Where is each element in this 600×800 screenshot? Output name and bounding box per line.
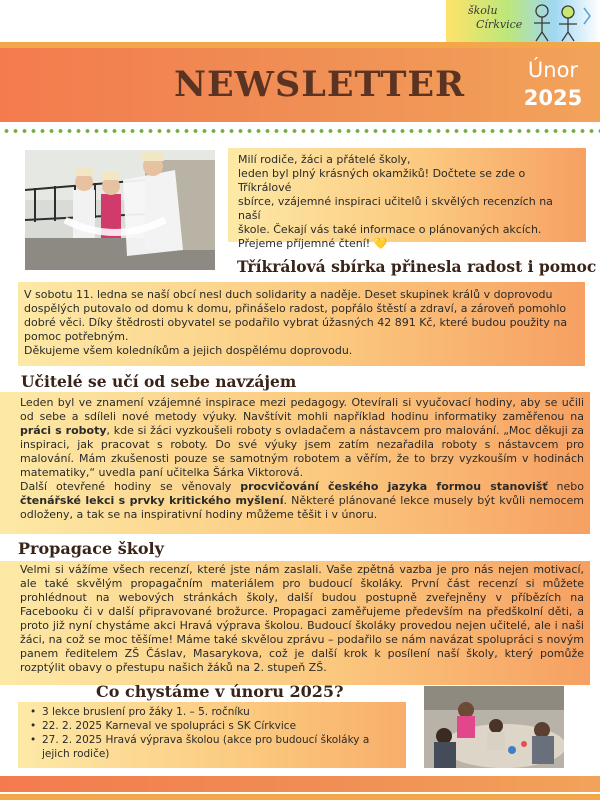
school-logo <box>446 0 600 42</box>
list-item: • 27. 2. 2025 Hravá výprava školou (akce pro budoucí školáky a jejich rodiče) <box>28 733 398 761</box>
section-box-propagace <box>0 561 590 685</box>
ucitele-paragraph-2 <box>20 480 584 522</box>
ucitele-paragraph-1 <box>20 396 584 480</box>
section-heading-unor: Co chystáme v únoru 2025? <box>96 682 344 701</box>
section-line: pomoc potřebným. <box>24 330 129 343</box>
logo-line-1: školu <box>468 4 498 17</box>
intro-line-4: škole. Čekají vás také informace o plánovaných akcích. <box>238 223 542 236</box>
section-line: dospělých putovalo od domu k domu, přinášelo radost, popřálo štěstí a zdraví, a zároveň pomohlo <box>24 302 567 315</box>
plans-list <box>28 705 398 761</box>
classroom-image <box>424 686 564 768</box>
text-run: , kde si žáci vyzkoušeli roboty s ovladačem a nástavcem pro malování. „Moc děkuji za inspiraci, jak pracovat s roboty. Do své výuky jsem zatím nezařadila roboty s nástavcem pro malování. Mám zkušenosti pouze se samotným robotem a věřím, že to brzy vyzkouším v hodinách matematiky,“ uvedla paní učitelka Šárka Viktorová. <box>20 424 585 479</box>
intro-line-5: Přejeme příjemné čtení! 💛 <box>238 237 388 250</box>
list-item: • 22. 2. 2025 Karneval ve spolupráci s SK Církvice <box>28 719 398 733</box>
section-box-unor <box>18 702 406 768</box>
list-item: • 3 lekce bruslení pro žáky 1. – 5. ročníku <box>28 705 398 719</box>
footer-line <box>0 794 600 800</box>
kids-drawing-icon <box>528 2 598 42</box>
three-kings-image <box>25 150 215 270</box>
section-heading-tri-kralova: Tříkrálová sbírka přinesla radost i pomoc <box>237 257 597 276</box>
logo-text <box>468 4 522 32</box>
text-run: . Některé plánované lekce musely být kvůli nemocem odloženy, a tak se na inspirativní hodiny můžeme těšit i v únoru. <box>20 494 585 521</box>
section-line: dobré věci. Díky štědrosti obyvatel se podařilo vybrat úžasných 42 891 Kč, které budou použity na <box>24 316 568 329</box>
intro-line-2: leden byl plný krásných okamžiků! Dočtete se zde o Tříkrálové <box>238 167 526 194</box>
text-run: Leden byl ve znamení vzájemné inspirace mezi pedagogy. Otevírali si vyučovací hodiny, aby se učili od sebe a sdíleli nové metody výuky. Navštívit mohli například hodinu informatiky zaměřenou na <box>20 396 584 423</box>
intro-box <box>228 148 586 250</box>
text-run: nebo <box>547 480 584 493</box>
dotted-divider <box>0 128 600 134</box>
section-heading-ucitele: Učitelé se učí od sebe navzájem <box>21 372 297 391</box>
logo-line-2: Církvice <box>476 18 523 31</box>
section-line: Děkujeme všem koledníkům a jejich dospělému doprovodu. <box>24 344 353 357</box>
propagace-paragraph: Velmi si vážíme všech recenzí, které jste nám zaslali. Vaše zpětná vazba je pro nás nejen motivací, ale také skvělým propagačním materiálem pro budoucí školáky. První část recenzí si můžete prohlédnout na webových stránkách školy, další budou postupně zveřejněny v příbězích na Facebooku či v další připravované brožurce. Propagaci zaměřujeme především na předškolní děti, a proto již nyní chystáme akci Hravá výprava školou. Budoucí školáky provedou nejen učitelé, ale i naši žáci, na což se moc těšíme! Máme také skvělou zprávu – podařilo se nám navázat spolupráci s novým panem ředitelem ZŠ Čáslav, Masarykova, což je další krok k posílení naší školy, který pomůže rozptýlit obavy o přestupu našich žáků na 2. stupeň ZŠ. <box>20 563 584 674</box>
intro-line-3: sbírce, vzájemné inspiraci učitelů i skvělých recenzích na naší <box>238 195 553 222</box>
three-kings-photo <box>25 150 215 270</box>
section-box-tri-kralova <box>18 282 585 366</box>
intro-line-1: Milí rodiče, žáci a přátelé školy, <box>238 153 411 166</box>
issue-year: 2025 <box>523 86 583 110</box>
classroom-photo <box>424 686 564 768</box>
newsletter-title: NEWSLETTER <box>174 64 466 105</box>
text-run: Další otevřené hodiny se věnovaly <box>20 480 241 493</box>
section-line: V sobotu 11. ledna se naší obcí nesl duch solidarity a naděje. Deset skupinek králů v doprovodu <box>24 288 553 301</box>
bold-run: čtenářské lekci s prvky kritického myšlení <box>20 494 284 507</box>
bold-run: procvičování českého jazyka formou stanovišť <box>240 480 548 493</box>
section-box-ucitele <box>0 392 590 534</box>
section-heading-propagace: Propagace školy <box>18 539 164 558</box>
footer-band <box>0 776 600 792</box>
bold-run: práci s roboty <box>20 424 107 437</box>
issue-month: Únor <box>527 58 579 82</box>
